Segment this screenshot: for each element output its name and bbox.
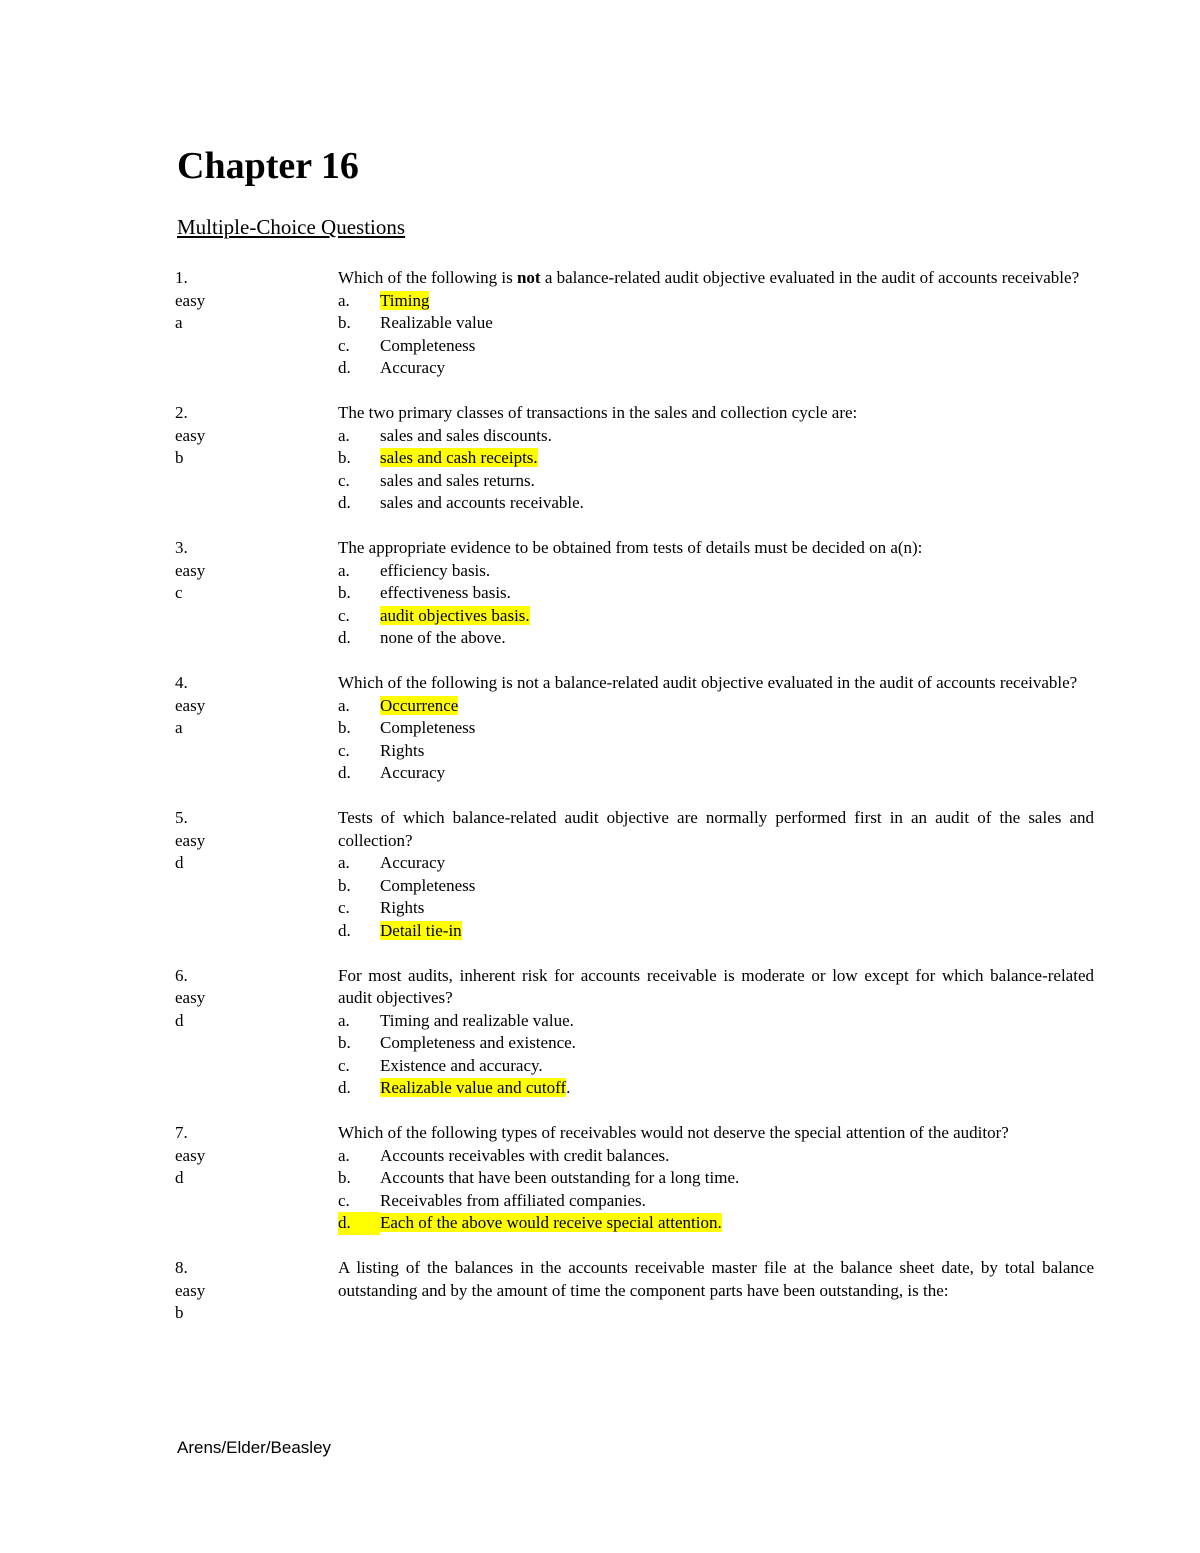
answer-option [338,492,1094,515]
question-number: 6. [175,965,188,985]
option-letter: a. [338,560,350,580]
question-number: 2. [175,403,188,422]
answer-option [338,897,1094,920]
option-text: Completeness [380,875,476,895]
option-text-wrap [380,920,462,943]
option-text-wrap [380,582,511,605]
option-letter: d. [338,1212,380,1235]
section-heading: Multiple-Choice Questions [177,215,406,239]
question-item [0,267,1200,380]
option-text: Receivables from affiliated companies. [380,1190,646,1210]
option-text-wrap [380,312,493,335]
question-difficulty: easy [175,560,206,580]
answer-option [338,605,1094,628]
option-text: Existence and accuracy. [380,1055,543,1075]
option-text-wrap [380,1167,739,1190]
question-difficulty: easy [175,830,206,850]
question-stem-part: a balance-related audit objective evaluated in the audit of accounts receivable? [540,268,1080,287]
option-text: sales and accounts receivable. [380,493,584,512]
question-number: 7. [175,1123,188,1142]
option-text-wrap [380,875,475,898]
option-text-wrap [380,1055,543,1078]
correct-answer-highlight: Each of the above would receive special attention. [380,1213,722,1232]
correct-answer-highlight: Timing [380,290,430,310]
question-meta [175,965,295,1033]
chapter-title: Chapter 16 [177,145,359,187]
correct-answer-highlight: audit objectives basis. [380,605,530,625]
option-text: sales and sales returns. [380,470,535,490]
correct-answer-highlight: sales and cash receipts. [380,448,538,467]
question-stem: Tests of which balance-related audit objective are normally performed first in an audit of the sales and collection? [338,808,1094,850]
option-letter: d. [338,920,351,940]
answer-option [338,470,1094,493]
answer-option [338,920,1094,943]
question-answer-key: d [175,1010,184,1030]
answer-option [338,290,1094,313]
option-text-wrap [380,852,445,875]
option-text: Accounts receivables with credit balances. [380,1145,670,1165]
option-letter: c. [338,335,350,355]
option-letter: c. [338,1190,350,1210]
question-answer-key: b [175,448,184,467]
option-text: Realizable value [380,313,493,332]
option-letter: a. [338,853,350,872]
option-text-wrap [380,717,475,740]
question-difficulty: easy [175,1280,206,1300]
option-text-wrap [380,447,538,470]
question-difficulty: easy [175,425,206,445]
option-text-wrap [380,357,445,380]
answer-option [338,1145,1094,1168]
question-meta [175,672,295,740]
answer-option [338,560,1094,583]
option-letter: b. [338,583,351,602]
question-stem-emphasis: not [516,268,541,287]
question-stem [338,267,1094,290]
question-meta [175,402,295,470]
question-answer-key: d [175,853,184,872]
question-answer-key: a [175,718,183,737]
option-text: sales and sales discounts. [380,425,552,445]
question-item [0,537,1200,650]
option-letter: a. [338,290,350,310]
option-letter: b. [338,718,351,737]
option-letter: b. [338,1168,351,1187]
option-text-wrap [380,1212,722,1235]
answer-option [338,1032,1094,1055]
question-answer-key: a [175,313,183,332]
question-number: 3. [175,538,188,557]
question-stem: The appropriate evidence to be obtained from tests of details must be decided on a(n): [338,538,923,557]
option-letter: a. [338,425,350,445]
question-meta [175,807,295,875]
option-letter: c. [338,898,350,917]
question-meta [175,267,295,335]
option-text: Completeness [380,718,476,737]
question-stem: Which of the following is not a balance-related audit objective evaluated in the audit of accounts receivable? [338,673,1078,692]
option-letter: d. [338,763,351,782]
option-text: Completeness and existence. [380,1033,576,1052]
question-stem: For most audits, inherent risk for accounts receivable is moderate or low except for which balance-related audit objectives? [338,965,1094,1007]
option-letter: b. [338,448,351,467]
option-text: Rights [380,898,425,917]
answer-option [338,740,1094,763]
question-item [0,1122,1200,1235]
answer-option [338,695,1094,718]
question-number: 5. [175,808,188,827]
question-stem: The two primary classes of transactions in the sales and collection cycle are: [338,403,858,422]
question-answer-key: b [175,1303,184,1322]
option-suffix: . [566,1078,571,1097]
option-text: none of the above. [380,628,506,647]
option-text-wrap [380,762,445,785]
correct-answer-highlight: Occurrence [380,695,459,715]
option-letter: c. [338,1055,350,1075]
option-letter: b. [338,313,351,332]
answer-option [338,1010,1094,1033]
question-item [0,1257,1200,1322]
option-letter: d. [338,493,351,512]
answer-option [338,312,1094,335]
option-text: efficiency basis. [380,560,491,580]
answer-option [338,447,1094,470]
answer-option [338,1077,1094,1100]
option-text-wrap [380,740,424,763]
option-text-wrap [380,335,475,358]
option-letter: d. [338,1078,351,1097]
option-text: Accuracy [380,763,446,782]
question-answer-key: c [175,583,183,602]
option-text-wrap [380,1190,646,1213]
page-footer: Arens/Elder/Beasley [177,1438,332,1457]
question-item [0,965,1200,1100]
question-number: 1. [175,268,188,287]
option-letter: c. [338,605,350,625]
answer-option [338,582,1094,605]
answer-option [338,1190,1094,1213]
question-difficulty: easy [175,290,206,310]
question-answer-key: d [175,1168,184,1187]
option-text: Accuracy [380,853,446,872]
option-letter: c. [338,740,350,760]
question-meta [175,1257,295,1325]
option-text: Timing and realizable value. [380,1010,574,1030]
option-letter: a. [338,1010,350,1030]
option-text-wrap [380,1010,574,1033]
question-stem-part: Which of the following is [338,268,517,287]
answer-option [338,1212,1094,1235]
question-item [0,807,1200,942]
question-meta [175,537,295,605]
question-stem: Which of the following types of receivables would not deserve the special attention of the auditor? [338,1123,1009,1142]
option-text: effectiveness basis. [380,583,511,602]
question-item [0,672,1200,785]
option-text-wrap [380,1145,669,1168]
option-text-wrap [380,695,458,718]
option-letter: a. [338,1145,350,1165]
option-letter: d. [338,628,351,647]
option-letter: a. [338,695,350,715]
answer-option [338,425,1094,448]
option-text-wrap [380,627,506,650]
option-letter: b. [338,875,351,895]
option-text: Accounts that have been outstanding for a long time. [380,1168,740,1187]
option-text-wrap [380,605,530,628]
answer-option [338,1055,1094,1078]
option-text-wrap [380,290,429,313]
answer-option [338,1167,1094,1190]
correct-answer-highlight: Realizable value and cutoff [380,1078,567,1097]
question-meta [175,1122,295,1190]
option-text-wrap [380,492,584,515]
answer-option [338,875,1094,898]
option-text: Accuracy [380,358,446,377]
question-difficulty: easy [175,1145,206,1165]
option-text-wrap [380,425,552,448]
correct-answer-highlight: Detail tie-in [380,920,462,940]
question-item [0,402,1200,515]
question-number: 8. [175,1258,188,1277]
option-letter: d. [338,358,351,377]
option-text-wrap [380,1077,570,1100]
answer-option [338,852,1094,875]
option-text-wrap [380,470,535,493]
option-text-wrap [380,897,424,920]
option-letter: b. [338,1033,351,1052]
question-list [0,267,1200,1325]
answer-option [338,357,1094,380]
question-difficulty: easy [175,988,206,1007]
answer-option [338,335,1094,358]
option-text: Completeness [380,335,476,355]
answer-option [338,762,1094,785]
question-stem: A listing of the balances in the accounts receivable master file at the balance sheet date, by total balance outstanding and by the amount of time the component parts have been outstanding, is the: [338,1258,1094,1300]
option-text-wrap [380,560,490,583]
option-letter: c. [338,470,350,490]
question-difficulty: easy [175,695,206,715]
answer-option [338,627,1094,650]
question-number: 4. [175,673,188,692]
option-text: Rights [380,740,425,760]
answer-option [338,717,1094,740]
option-text-wrap [380,1032,576,1055]
